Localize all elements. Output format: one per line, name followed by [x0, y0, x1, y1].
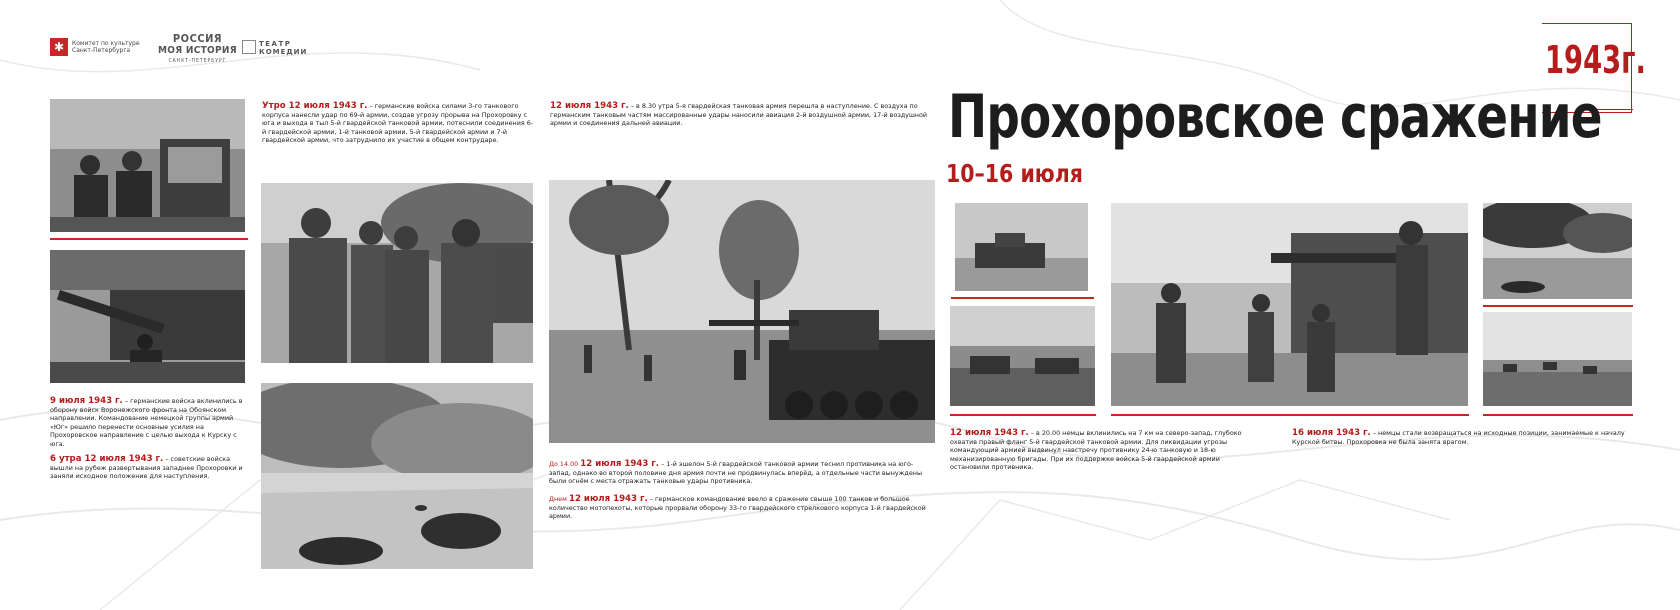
photo-tank-crew	[50, 250, 245, 383]
time-prefix: До 14.00	[549, 460, 581, 468]
emblem-icon: ✱	[50, 38, 68, 56]
photo-battlefield-smoke	[261, 383, 533, 569]
divider-line	[1483, 414, 1633, 416]
text-block-evening	[950, 429, 1260, 472]
date-label: 6 утра 12 июля 1943 г.	[50, 454, 164, 464]
year-label: 1943г.	[1545, 38, 1646, 82]
body-text: – германские войска вклинились в оборону войск Воронежского фронта на Обоянском направлении. Командование немецкой группы армий «Юг» решило перенести основные усилия на Прохоровское направление с целью выхода к Курску с юга.	[50, 397, 243, 448]
date-label: 12 июля 1943 г.	[580, 459, 660, 469]
body-text: – в 8.30 утра 5-я гвардейская танковая армия перешла в наступление. С воздуха по германским танковым частям массированные удары наносили авиация 2-й воздушной армии, 17-й воздушной армии и соединения дальней авиации.	[550, 102, 928, 128]
body-text: – в 20.00 немцы вклинились на 7 км на северо-запад, глубоко охватив правый фланг 5-й гвардейской танковой армии. Для ликвидации угрозы командующий армией выдвинул навстречу противнику 24-ю танковую и 18-ю механизированную бригады. При их поддержке войска 5-й гвардейской армии остановили противника.	[950, 429, 1242, 472]
date-label: 12 июля 1943 г.	[550, 101, 629, 111]
committee-logo-line2: Санкт-Петербурга	[72, 47, 131, 54]
text-block-july9	[50, 397, 250, 449]
committee-logo-line1: Комитет по культуре	[72, 40, 140, 47]
body-text: – 1-й эшелон 5-й гвардейской танковой армии теснил противника на юго-запад, однако во второй половине дня армия почти не продвинулась вперёд, а отдельные части вынуждены были огнём с места отражать танковые удары противника.	[549, 460, 923, 486]
photo-commanders-in-car	[50, 99, 245, 232]
body-text: – советские войска вышли на рубеж развертывания западнее Прохоровки и заняли исходное положение для наступления.	[50, 455, 243, 481]
text-block-day	[549, 495, 935, 521]
text-block-morning6	[50, 455, 250, 481]
date-label: 16 июля 1943 г.	[1292, 428, 1371, 438]
divider-line	[1111, 414, 1469, 416]
divider-line	[950, 414, 1096, 416]
history-park-logo-line1: РОССИЯ	[172, 32, 223, 45]
page-subtitle: 10–16 июля	[946, 159, 1083, 188]
body-text: – германские войска силами 3-го танкового корпуса нанесли удар по 69-й армии, создав угрозу прорыва на Прохоровку с юга и выхода в тыл 5-й гвардейской танковой армии, потеснили соединения 6-й гвардейской армии, 1-й танковой армии, 5-й гвардейской армии и 7-й гвардейской армии, что затруднило их участие в общем контрударе.	[262, 102, 534, 145]
time-prefix: Днем	[549, 495, 569, 503]
text-block-july16	[1292, 429, 1632, 446]
committee-logo	[50, 38, 140, 56]
text-block-until14	[549, 460, 935, 486]
divider-line	[951, 297, 1094, 299]
photo-destroyed-tank	[955, 203, 1088, 291]
divider-line	[1483, 305, 1633, 307]
date-label: 12 июля 1943 г.	[568, 494, 648, 504]
theatre-logo-line1: ТЕАТР	[259, 40, 292, 48]
theatre-mark-icon	[242, 40, 256, 54]
theatre-logo-line2: КОМЕДИИ	[259, 48, 308, 56]
body-text: – германское командование ввело в сражение свыше 100 танков и большое количество мотопехоты, которые прорвали оборону 33-го гвардейского стрелкового корпуса 1-й гвардейской армии.	[549, 495, 926, 521]
page-title: Прохоровское сражение	[948, 82, 1602, 152]
photo-burning-field	[1483, 203, 1632, 299]
history-park-logo-line3: САНКТ-ПЕТЕРБУРГ	[168, 58, 227, 64]
photo-soldiers-resting	[1111, 203, 1468, 406]
date-label: 9 июля 1943 г.	[50, 396, 123, 406]
theatre-logo	[242, 40, 307, 56]
photo-t34-attack	[549, 180, 935, 443]
photo-tanks-advancing	[1483, 312, 1632, 406]
text-block-attack830	[550, 102, 936, 128]
date-label: 12 июля 1943 г.	[950, 428, 1029, 438]
body-text: – немцы стали возвращаться на исходные позиции, занимаемые к началу Курской битвы. Прохоровка не была занята врагом.	[1292, 429, 1625, 446]
photo-tank-crews-portrait	[261, 183, 533, 363]
photo-field-vehicles	[950, 306, 1095, 406]
text-block-morning	[262, 102, 534, 145]
history-park-logo	[158, 32, 237, 64]
history-park-logo-line2: МОЯ ИСТОРИЯ	[158, 45, 237, 56]
date-label: Утро 12 июля 1943 г.	[262, 101, 368, 111]
divider-line	[50, 238, 248, 240]
